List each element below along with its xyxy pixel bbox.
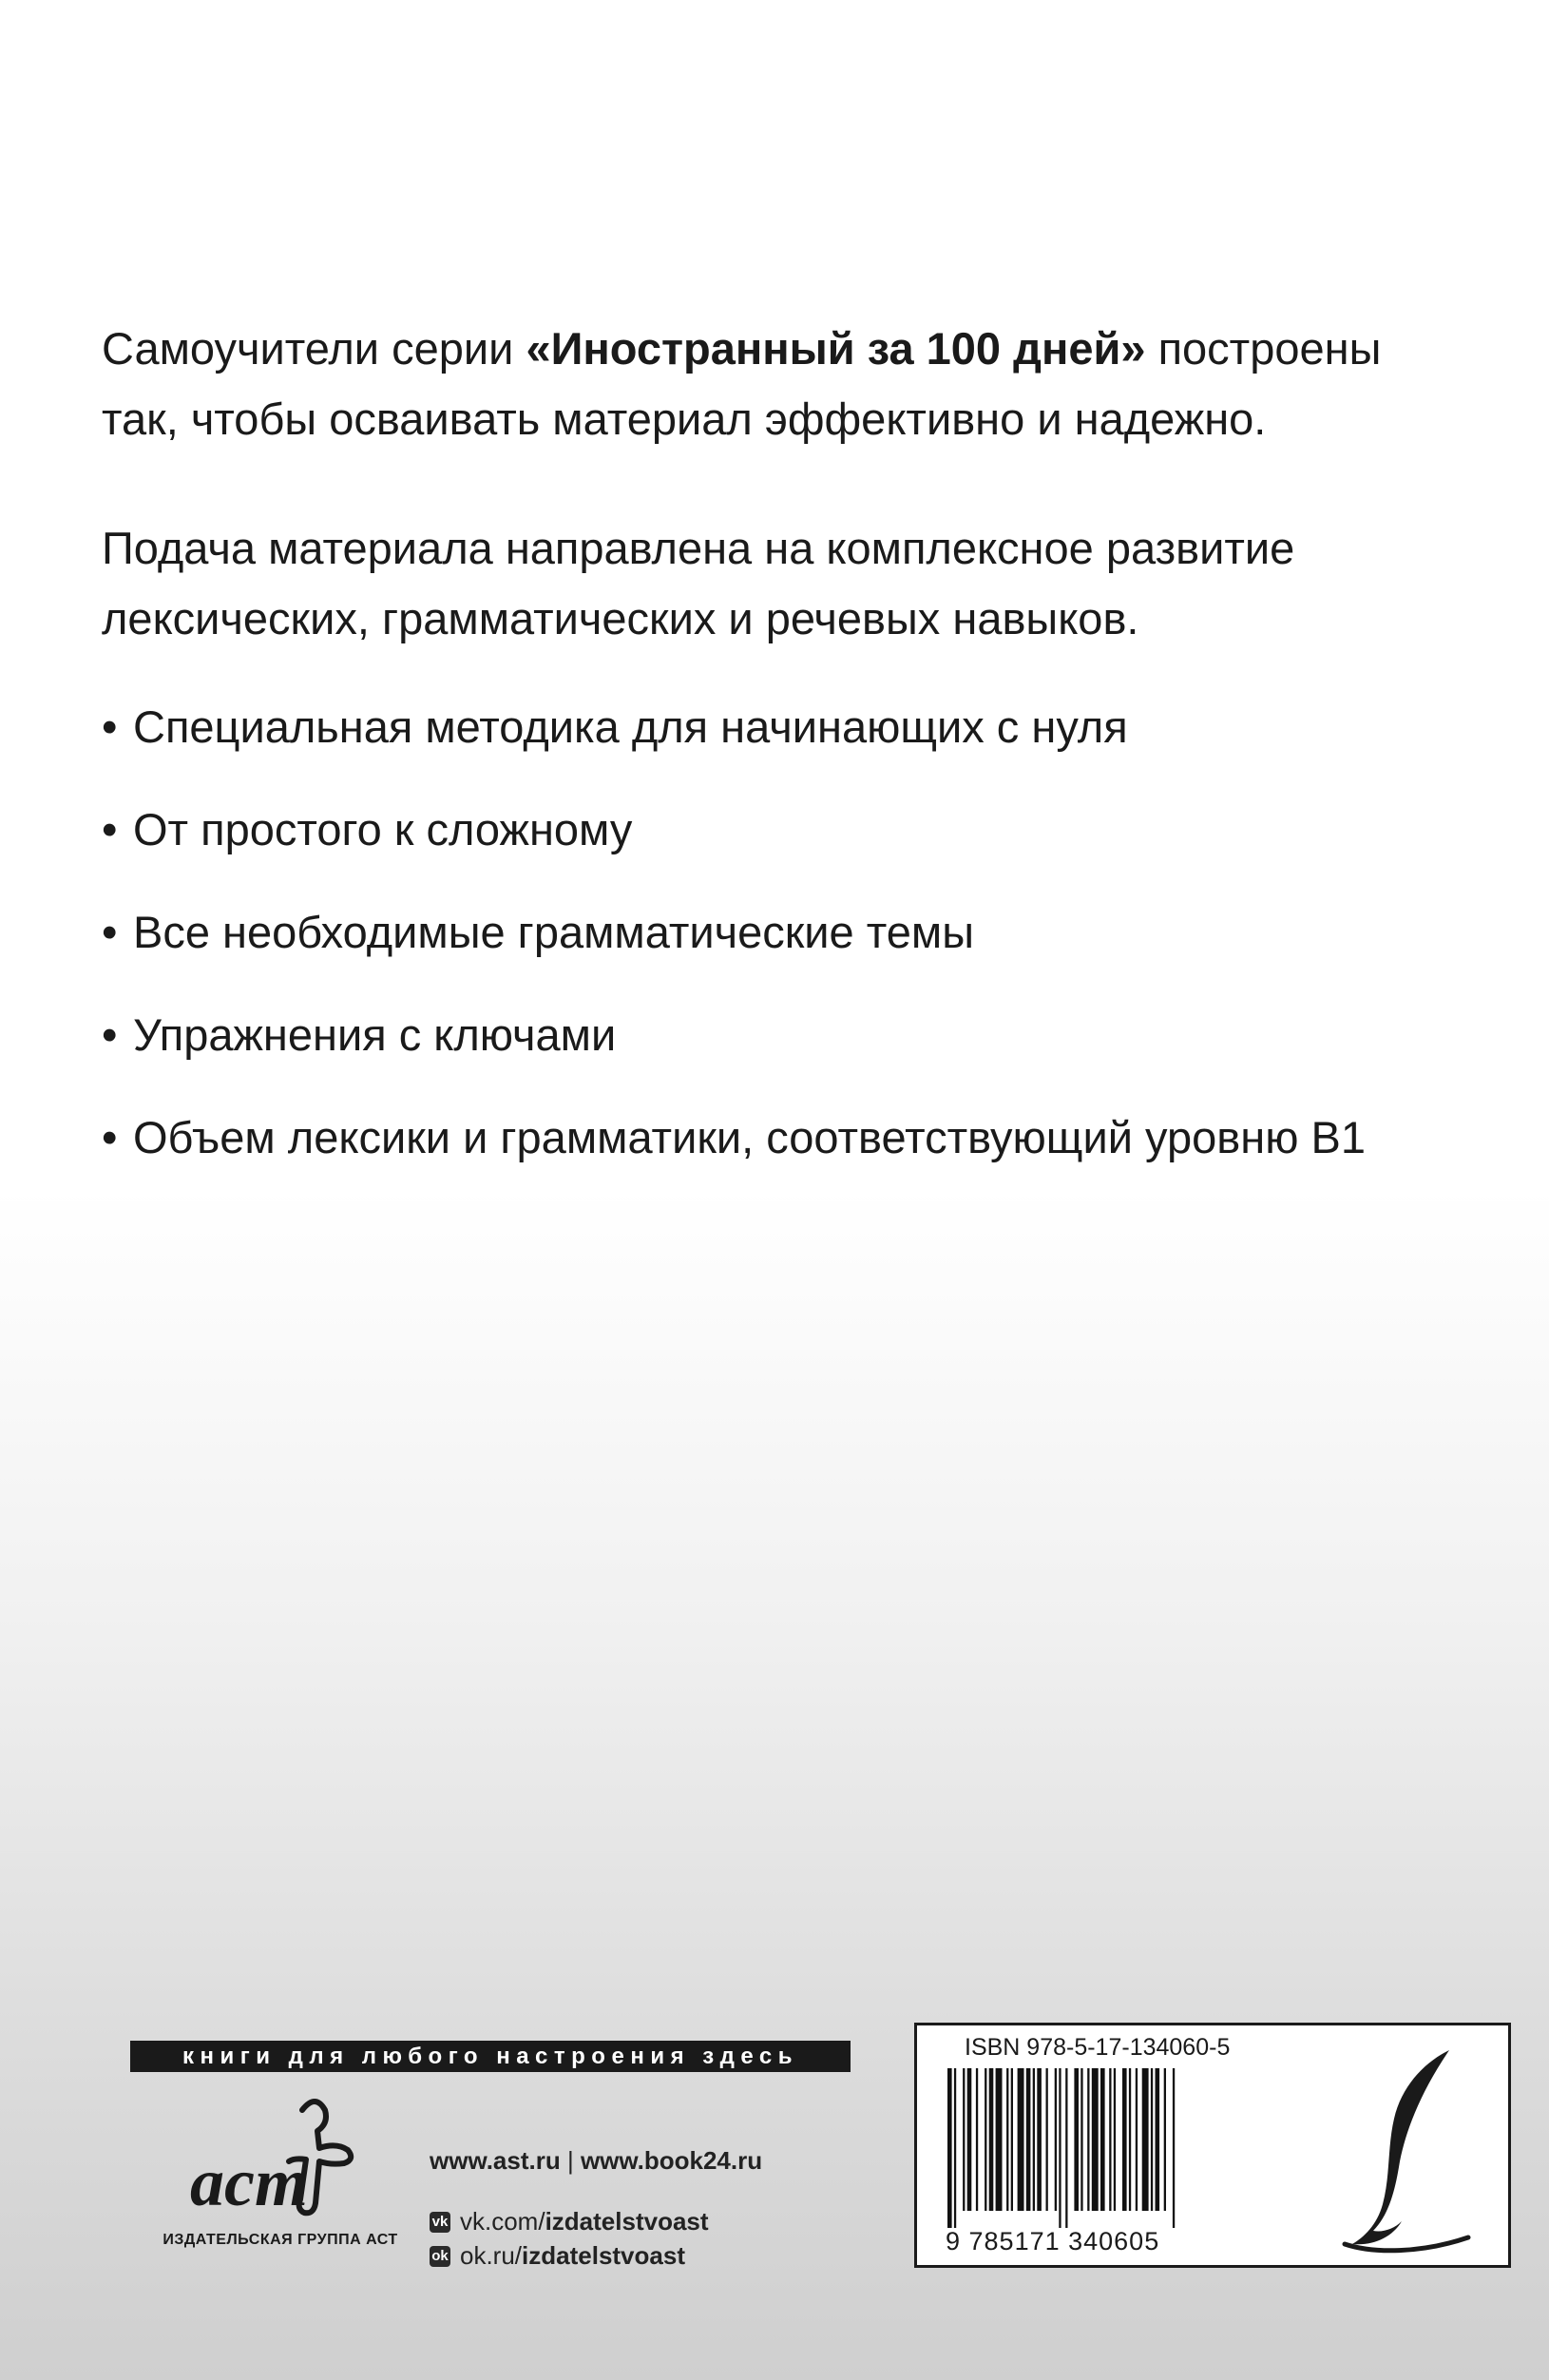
feature-text: Упражнения с ключами [133, 1009, 617, 1060]
barcode-bar [985, 2068, 986, 2211]
barcode-bar [1011, 2068, 1013, 2211]
ast-site-link[interactable]: www.ast.ru [430, 2146, 561, 2175]
bullet-dot-icon: • [102, 907, 118, 957]
barcode-bar [1109, 2068, 1111, 2211]
barcode-bar [1033, 2068, 1035, 2211]
bullet-dot-icon: • [102, 1112, 118, 1162]
ok-link[interactable] [430, 2241, 685, 2271]
barcode-bar [1173, 2068, 1175, 2228]
ok-handle: izdatelstvoast [522, 2241, 685, 2270]
feature-text: Все необходимые грамматические темы [133, 907, 974, 957]
barcode-bar [1065, 2068, 1067, 2228]
intro-paragraph [102, 314, 1470, 454]
intro-lead: Самоучители серии [102, 323, 526, 374]
barcode-bar [963, 2068, 965, 2211]
ast-logo-text: аст [190, 2144, 308, 2220]
isbn-label: ISBN 978-5-17-134060-5 [965, 2034, 1231, 2061]
barcode-bar [1055, 2068, 1057, 2211]
barcode-bar [947, 2068, 952, 2228]
barcode-bar [1122, 2068, 1127, 2211]
link-separator: | [560, 2146, 581, 2175]
vk-handle: izdatelstvoast [545, 2207, 709, 2236]
description-paragraph: Подача материала направлена на комплексное развитие лексических, грамматических и речевых навыков. [102, 523, 1295, 643]
barcode-bar [996, 2068, 1003, 2211]
vk-link[interactable] [430, 2207, 709, 2236]
barcode-bar [1142, 2068, 1149, 2211]
barcode-bar [1074, 2068, 1079, 2211]
barcode-bar [1164, 2068, 1166, 2211]
barcode-bar [1136, 2068, 1138, 2211]
barcode-bar [1100, 2068, 1105, 2211]
barcode-bar [1092, 2068, 1099, 2211]
barcode-bar [989, 2068, 994, 2211]
feature-list [102, 699, 1366, 1212]
feature-item [102, 904, 1366, 1007]
book24-site-link[interactable]: www.book24.ru [580, 2146, 763, 2175]
ast-logo-icon [181, 2091, 371, 2234]
barcode-bar [976, 2068, 978, 2211]
feature-item [102, 699, 1366, 801]
barcode-bar [1006, 2068, 1008, 2211]
barcode-bar [1059, 2068, 1061, 2228]
barcode-icon [946, 2068, 1259, 2228]
vk-prefix: vk.com/ [460, 2207, 545, 2236]
barcode-bar [1018, 2068, 1024, 2211]
barcode-bar [1046, 2068, 1048, 2211]
feature-text: Специальная методика для начинающих с нуля [133, 701, 1128, 752]
bullet-dot-icon: • [102, 804, 118, 854]
slogan-bar: книги для любого настроения здесь [130, 2041, 851, 2072]
feature-item [102, 1109, 1366, 1212]
series-title: «Иностранный за 100 дней» [526, 323, 1146, 374]
barcode-bar [954, 2068, 956, 2228]
feature-item [102, 801, 1366, 904]
feature-text: От простого к сложному [133, 804, 633, 854]
feature-text: Объем лексики и грамматики, соответствующий уровню B1 [133, 1112, 1366, 1162]
barcode-bar [1114, 2068, 1116, 2211]
barcode-bar [1156, 2068, 1160, 2211]
bullet-dot-icon: • [102, 701, 118, 752]
feature-item [102, 1007, 1366, 1109]
website-links [430, 2146, 762, 2176]
barcode-bar [1151, 2068, 1153, 2211]
barcode-bar [967, 2068, 972, 2211]
barcode-bar [1080, 2068, 1082, 2211]
barcode-bar [1129, 2068, 1131, 2211]
bullet-dot-icon: • [102, 1009, 118, 1060]
barcode-box [914, 2023, 1511, 2268]
publisher-caption: ИЗДАТЕЛЬСКАЯ ГРУППА АСТ [163, 2232, 398, 2248]
ok-icon: ok [430, 2246, 450, 2267]
barcode-digits: 9 785171 340605 [946, 2227, 1160, 2255]
barcode-bar [1037, 2068, 1042, 2211]
vk-icon: vk [430, 2212, 450, 2233]
barcode-bar [1026, 2068, 1031, 2211]
intro-tail: построены так, чтобы осваивать материал эффективно и надежно. [102, 323, 1382, 444]
quill-logo-icon [1335, 2043, 1478, 2256]
ok-prefix: ok.ru/ [460, 2241, 523, 2270]
barcode-bar [1087, 2068, 1089, 2211]
